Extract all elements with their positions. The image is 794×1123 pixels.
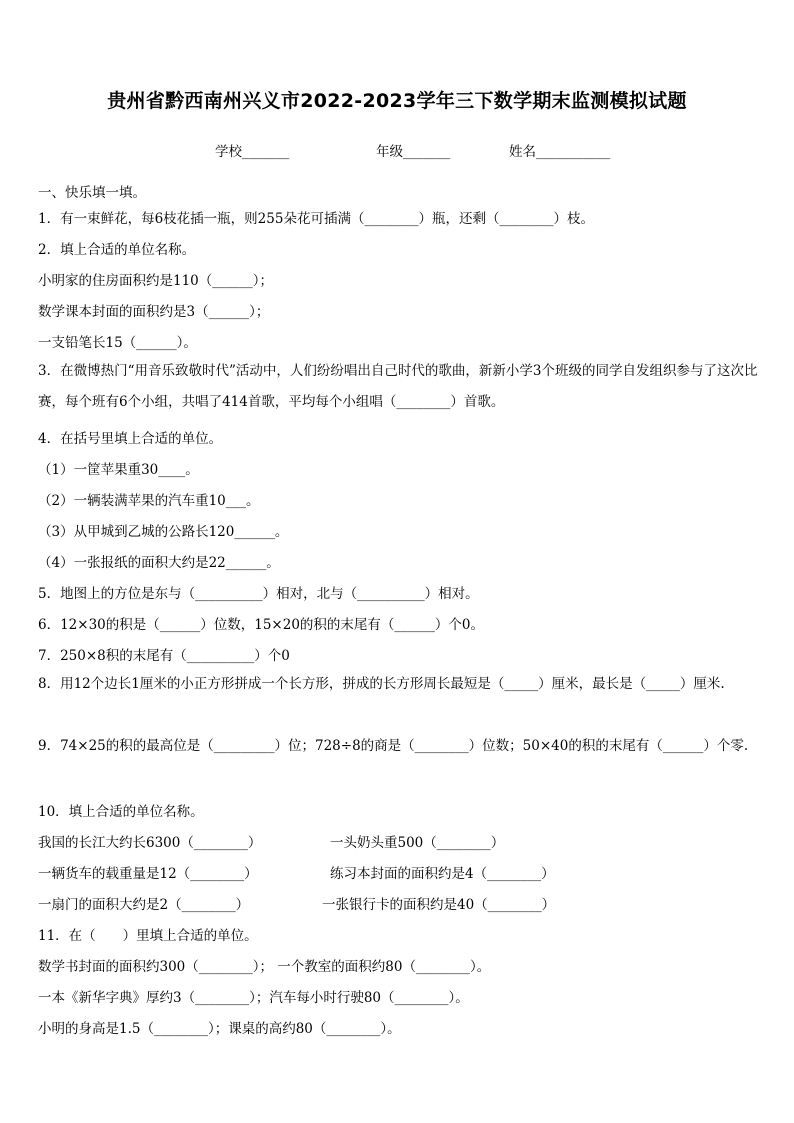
question-6: 6．12×30的积是（______）位数，15×20的积的末尾有（______）个0。 [38, 617, 485, 633]
school-label: 学校 [215, 144, 242, 160]
question-4-item: （4）一张报纸的面积大约是22______。 [38, 555, 280, 571]
grade-field [376, 140, 450, 160]
question-4: 4．在括号里填上合适的单位。 [38, 431, 223, 447]
question-11-item: 数学书封面的面积约300（________）； 一个教室的面积约80（________）。 [38, 959, 491, 975]
school-blank: _______ [242, 144, 290, 160]
question-4-item: （3）从甲城到乙城的公路长120______。 [38, 524, 289, 540]
question-10-item: 一辆货车的载重量是12（________） [38, 866, 258, 882]
question-4-item: （1）一筐苹果重30____。 [38, 462, 199, 478]
question-9: 9．74×25的积的最高位是（_________）位；728÷8的商是（________）位数；50×40的积的末尾有（______）个零. [38, 738, 749, 754]
name-label: 姓名 [509, 144, 536, 160]
question-11-item: 一本《新华字典》厚约3（________）；汽车每小时行驶80（________）。 [38, 990, 469, 1006]
section-heading: 一、快乐填一填。 [38, 185, 146, 201]
question-10-item: 我国的长江大约长6300（________） [38, 835, 262, 851]
question-10-item: 一张银行卡的面积约是40（________） [322, 897, 556, 913]
school-field [215, 140, 289, 160]
grade-blank: _______ [403, 144, 451, 160]
question-10-item: 练习本封面的面积约是4（________） [330, 866, 555, 882]
question-11-item: 小明的身高是1.5（________）；课桌的高约80（________）。 [38, 1021, 401, 1037]
question-8: 8．用12个边长1厘米的小正方形拼成一个长方形，拼成的长方形周长最短是（_____）厘米，最长是（_____）厘米. [38, 676, 725, 692]
question-4-item: （2）一辆装满苹果的汽车重10___。 [38, 493, 260, 509]
question-1: 1．有一束鲜花，每6枝花插一瓶，则255朵花可插满（________）瓶，还剩（________）枝。 [38, 211, 594, 227]
page-title: 贵州省黔西南州兴义市2022-2023学年三下数学期末监测模拟试题 [107, 90, 687, 112]
question-7: 7．250×8积的末尾有（__________）个0 [38, 648, 290, 664]
name-field [509, 140, 610, 160]
question-10: 10．填上合适的单位名称。 [38, 804, 204, 820]
question-2-item: 数学课本封面的面积约是3（______）； [38, 304, 270, 320]
question-5: 5．地图上的方位是东与（__________）相对，北与（__________）相对。 [38, 586, 479, 602]
question-2: 2．填上合适的单位名称。 [38, 242, 196, 258]
question-2-item: 一支铅笔长15（______）。 [38, 335, 197, 351]
grade-label: 年级 [376, 144, 403, 160]
question-11: 11．在（ ）里填上合适的单位。 [38, 928, 258, 944]
name-blank: ___________ [536, 144, 611, 160]
question-2-item: 小明家的住房面积约是110（______）； [38, 273, 274, 289]
question-3: 3．在微博热门“用音乐致敬时代”活动中，人们纷纷唱出自己时代的歌曲，新新小学3个班级的同学自发组织参与了这次比赛，每个班有6个小组，共唱了414首歌，平均每个小组唱（________）首歌。 [38, 363, 758, 410]
question-10-item: 一头奶头重500（________） [330, 835, 505, 851]
question-10-item: 一扇门的面积大约是2（________） [38, 897, 250, 913]
